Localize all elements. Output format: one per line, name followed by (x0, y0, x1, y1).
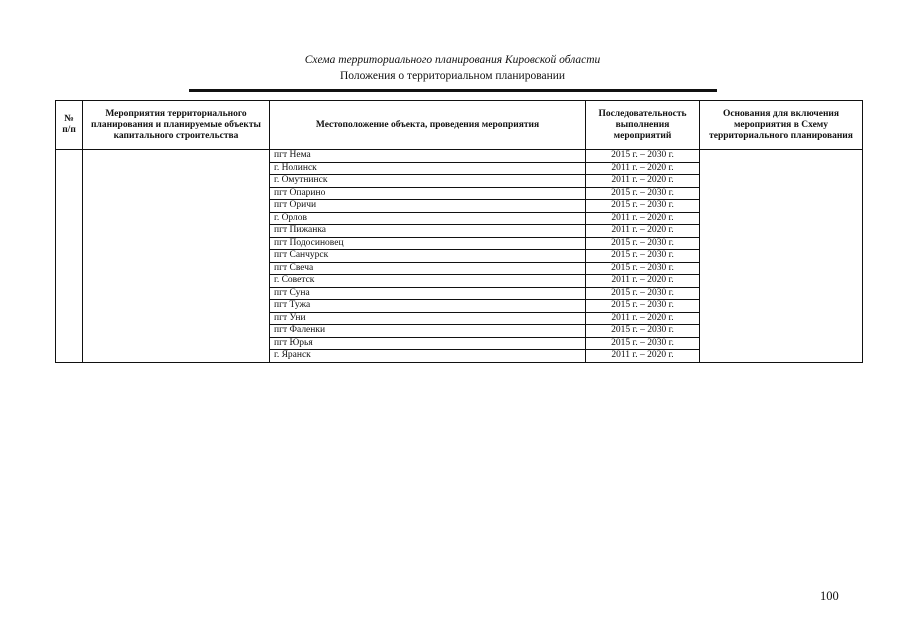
location-cell: пгт Уни (270, 312, 586, 325)
grounds-cell (700, 150, 863, 363)
column-header-grounds: Основания для включения мероприятия в Схему территориального планирования (700, 101, 863, 150)
sequence-cell: 2015 г. – 2030 г. (586, 200, 700, 213)
location-cell: г. Советск (270, 275, 586, 288)
sequence-cell: 2015 г. – 2030 г. (586, 237, 700, 250)
location-cell: пгт Фаленки (270, 325, 586, 338)
table-row (56, 150, 863, 163)
sequence-cell: 2015 г. – 2030 г. (586, 250, 700, 263)
sequence-cell: 2011 г. – 2020 г. (586, 275, 700, 288)
location-cell: пгт Опарино (270, 187, 586, 200)
page-number: 100 (820, 589, 839, 603)
location-cell: пгт Оричи (270, 200, 586, 213)
sequence-cell: 2015 г. – 2030 г. (586, 262, 700, 275)
sequence-cell: 2011 г. – 2020 г. (586, 175, 700, 188)
document-subtitle: Положения о территориальном планировании (339, 70, 566, 82)
location-cell: пгт Юрья (270, 337, 586, 350)
header-rule (189, 89, 717, 92)
location-cell: пгт Суна (270, 287, 586, 300)
location-cell: г. Яранск (270, 350, 586, 363)
sequence-cell: 2011 г. – 2020 г. (586, 350, 700, 363)
column-header-number: № п/п (56, 101, 83, 150)
plan-table (55, 100, 863, 363)
location-cell: г. Орлов (270, 212, 586, 225)
sequence-cell: 2011 г. – 2020 г. (586, 312, 700, 325)
sequence-cell: 2015 г. – 2030 г. (586, 337, 700, 350)
sequence-cell: 2015 г. – 2030 г. (586, 287, 700, 300)
sequence-cell: 2015 г. – 2030 г. (586, 300, 700, 313)
location-cell: пгт Подосиновец (270, 237, 586, 250)
table-body (56, 150, 863, 363)
column-header-sequence: Последовательность выполнения мероприятий (586, 101, 700, 150)
location-cell: пгт Санчурск (270, 250, 586, 263)
location-cell: г. Нолинск (270, 162, 586, 175)
location-cell: пгт Нема (270, 150, 586, 163)
sequence-cell: 2015 г. – 2030 г. (586, 325, 700, 338)
document-title: Схема территориального планирования Кировской области (304, 54, 601, 66)
sequence-cell: 2015 г. – 2030 г. (586, 150, 700, 163)
sequence-cell: 2011 г. – 2020 г. (586, 212, 700, 225)
column-header-activities: Мероприятия территориального планирования и планируемые объекты капитального строительства (83, 101, 270, 150)
table-header-row (56, 101, 863, 150)
location-cell: пгт Свеча (270, 262, 586, 275)
sequence-cell: 2011 г. – 2020 г. (586, 162, 700, 175)
activities-cell (83, 150, 270, 363)
number-cell (56, 150, 83, 363)
location-cell: пгт Пижанка (270, 225, 586, 238)
sequence-cell: 2011 г. – 2020 г. (586, 225, 700, 238)
column-header-location: Местоположение объекта, проведения мероприятия (270, 101, 586, 150)
location-cell: г. Омутнинск (270, 175, 586, 188)
sequence-cell: 2015 г. – 2030 г. (586, 187, 700, 200)
location-cell: пгт Тужа (270, 300, 586, 313)
